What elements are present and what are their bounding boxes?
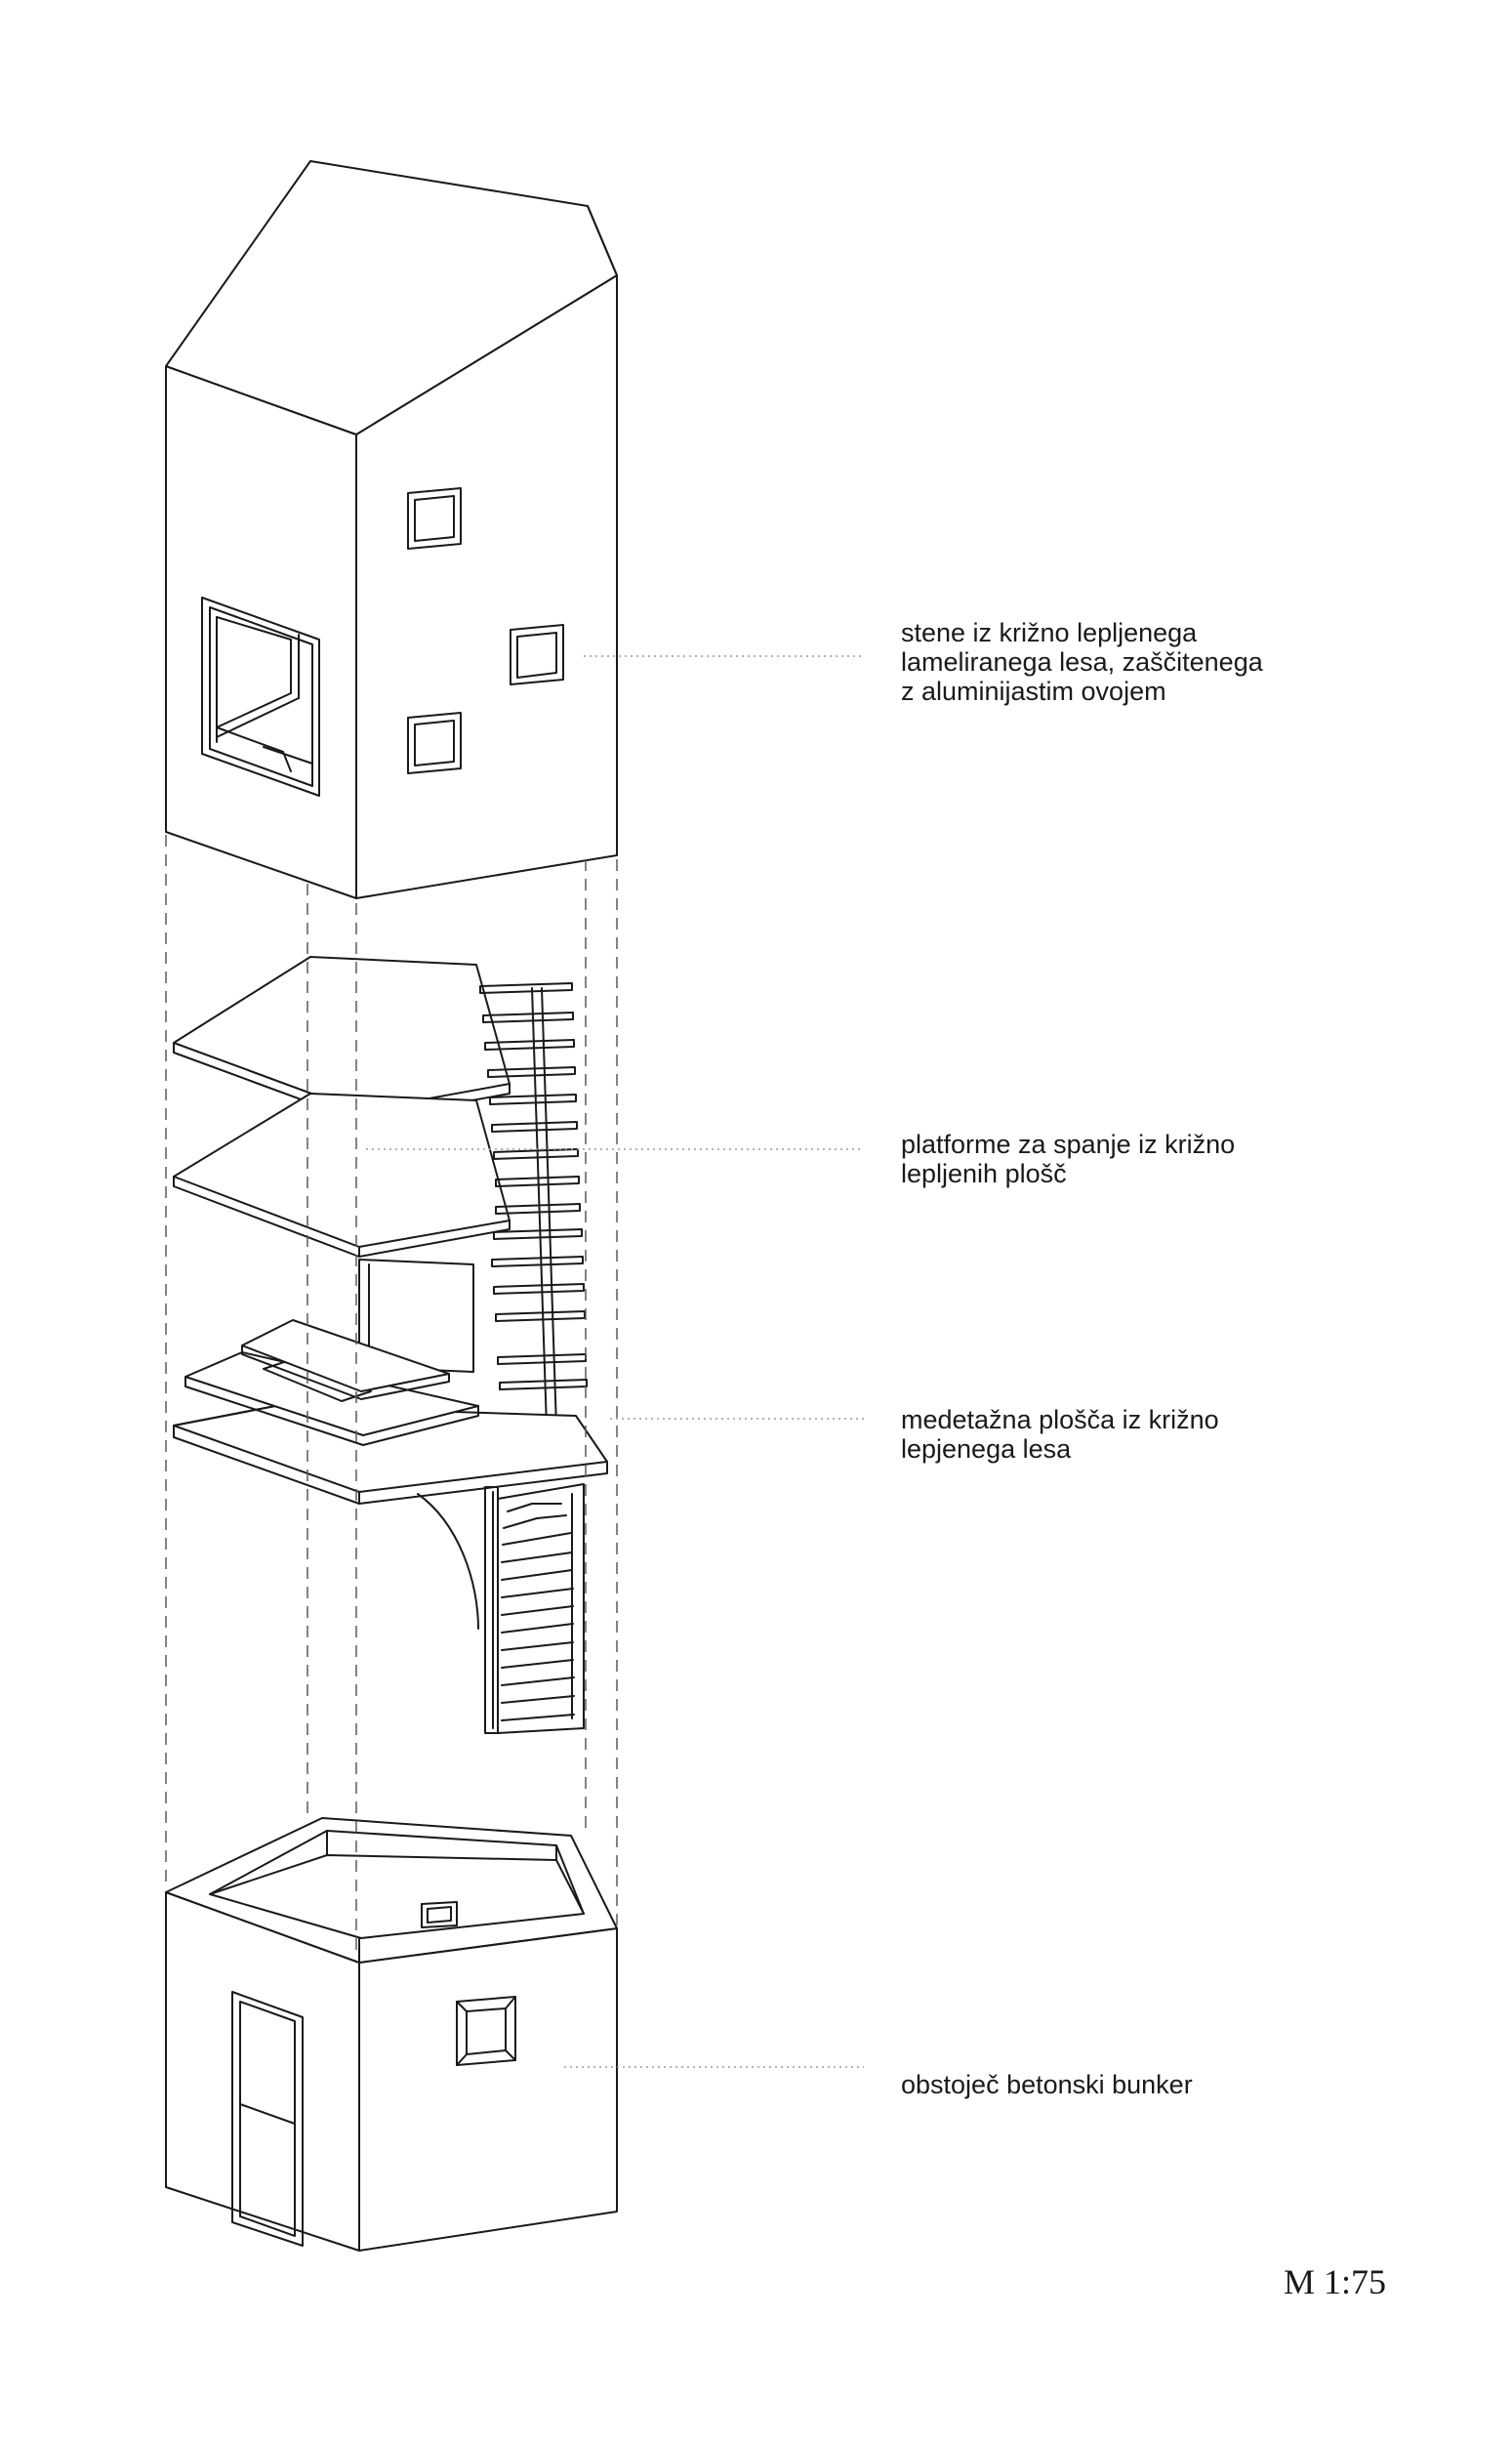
house-left-wall	[166, 366, 356, 898]
label-sleeping-platforms	[901, 1130, 1235, 1188]
label-concrete-bunker	[901, 2070, 1193, 2099]
label-sleeping-platforms-line2: lepljenih plošč	[901, 1159, 1067, 1188]
concrete-bunker	[166, 1818, 617, 2251]
sleeping-platform-lower	[174, 1094, 510, 1257]
label-mezzanine-slab	[901, 1405, 1219, 1464]
label-timber-walls	[901, 618, 1263, 706]
label-timber-walls-line2: lameliranega lesa, zaščitenega	[901, 647, 1263, 677]
bunker-right-wall	[359, 1928, 617, 2251]
label-sleeping-platforms-line1: platforme za spanje iz križno	[901, 1130, 1236, 1159]
spiral-stair	[418, 1484, 584, 1733]
label-mezzanine-slab-line2: lepjenega lesa	[901, 1434, 1072, 1464]
label-concrete-bunker-line1: obstoječ betonski bunker	[901, 2070, 1193, 2099]
timber-house-volume	[166, 161, 617, 898]
label-mezzanine-slab-line1: medetažna plošča iz križno	[901, 1405, 1219, 1434]
label-timber-walls-line1: stene iz križno lepljenega	[901, 618, 1198, 647]
scale-label: M 1:75	[1284, 2262, 1387, 2301]
label-timber-walls-line3: z aluminijastim ovojem	[901, 677, 1166, 706]
